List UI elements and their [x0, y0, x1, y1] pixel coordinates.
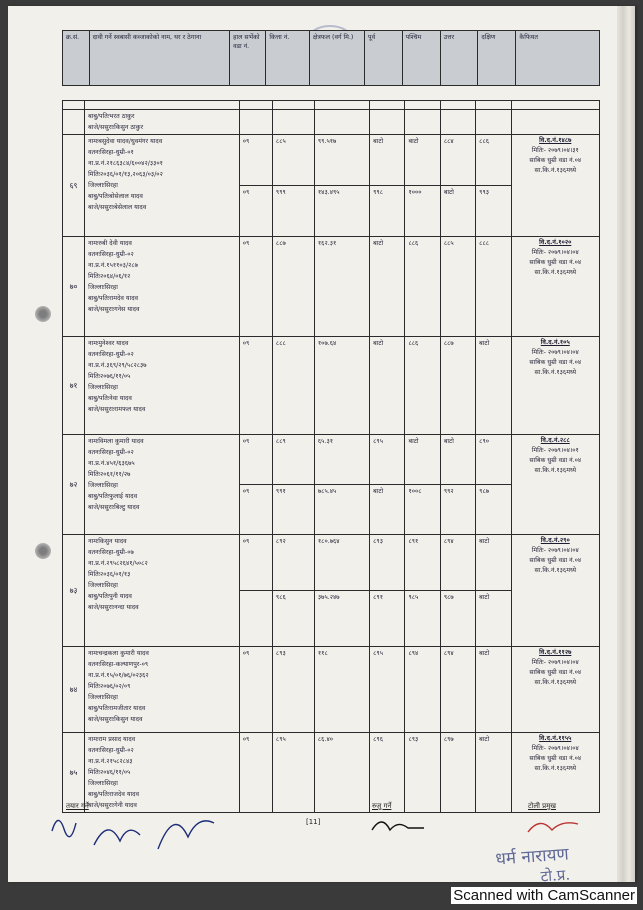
remarks-cell — [511, 237, 599, 337]
remarks-line: साबिक धुम्री वडा नं.०४ — [529, 359, 582, 366]
preparer-signatures — [48, 801, 218, 861]
kitta-cell: ८९५ — [272, 733, 314, 813]
serial-number: ६९ — [63, 135, 85, 237]
owner-line: मितिः२०३६/०१/१३ — [88, 571, 131, 578]
owner-line: मितिः२०४६/११/०५ — [88, 769, 131, 776]
kitta-cell: ८८५ — [272, 135, 314, 186]
remarks-line: मितिः- २०७९।०४।०४ — [531, 745, 579, 752]
ward-cell — [239, 591, 272, 647]
owner-line: ना.प्र.नं.१५११०३/२८७ — [88, 262, 138, 269]
kitta-cell: ९९१ — [272, 485, 314, 535]
area-cell: ९९.५१७ — [314, 135, 369, 186]
west-cell: १००० — [405, 186, 440, 237]
owner-line: ना.प्र.नं.३६९/२९/५८२८३७ — [88, 362, 147, 369]
serial-number — [63, 110, 85, 135]
north-cell: ९८७ — [440, 591, 475, 647]
south-cell: ८९० — [476, 435, 511, 485]
table-row — [63, 435, 600, 485]
table-row — [63, 337, 600, 435]
owner-line: बाजे/ससुराःकिसुन यादव — [88, 716, 143, 723]
west-cell: ९८५ — [405, 591, 440, 647]
serial-number: ७२ — [63, 435, 85, 535]
east-cell: बाटो — [370, 337, 405, 435]
remarks-line: सा.कि.नं.१३६मध्ये — [534, 765, 576, 772]
owner-line: वतनःसिरहा-धुम्री-०२ — [88, 747, 134, 754]
owner-line: बाजे/ससुराःकिसुन ठाकुर — [88, 124, 144, 131]
south-cell: ९९३ — [476, 186, 511, 237]
serial-number: ७३ — [63, 535, 85, 647]
remarks-cell — [511, 135, 599, 237]
table-row — [63, 647, 600, 733]
col-remarks: कैफियत — [516, 31, 600, 86]
south-cell: बाटो — [476, 337, 511, 435]
owner-line: जिल्लाःसिरहा — [88, 780, 118, 787]
owner-line: नामःविमला कुमारी यादव — [88, 438, 144, 445]
owner-line: नामःबसुदेवा यादव/धुवमंगर यादव — [88, 138, 163, 145]
area-cell: ७८५.४५ — [314, 485, 369, 535]
table-row — [63, 135, 600, 186]
leader-signature — [524, 812, 584, 842]
owner-line: बाबु/पतिःरामजीतार यादव — [88, 705, 146, 712]
west-cell: बाटो — [405, 135, 440, 186]
remarks-line: सा.कि.नं.१३६मध्ये — [534, 167, 576, 174]
owner-line: वतनःसिरहा-धुम्री-०१ — [88, 149, 134, 156]
owner-line: वतनःसिरहा-धुम्री-०७ — [88, 549, 134, 556]
south-cell: बाटो — [476, 535, 511, 591]
ward-cell: ०९ — [239, 647, 272, 733]
north-cell — [440, 110, 475, 135]
east-cell: ८९३ — [370, 535, 405, 591]
owner-line: बाजे/ससुराःबेसेलाल यादव — [88, 204, 147, 211]
owner-line: ना.प्र.नं.२१८६३८४/६००४२/३३०१ — [88, 160, 163, 167]
south-cell: ९८७ — [476, 485, 511, 535]
remarks-line: साबिक धुम्री वडा नं.०४ — [529, 755, 582, 762]
east-cell: बाटो — [370, 237, 405, 337]
remarks-line: साबिक धुम्री वडा नं.०४ — [529, 557, 582, 564]
north-cell: बाटो — [440, 186, 475, 237]
west-cell: ८९४ — [405, 647, 440, 733]
remarks-line: सा.कि.नं.१३६मध्ये — [534, 269, 576, 276]
south-cell — [476, 110, 511, 135]
south-cell: बाटो — [476, 591, 511, 647]
east-cell: ८९६ — [370, 733, 405, 813]
ward-cell: ०९ — [239, 435, 272, 485]
remarks-line: साबिक धुम्री वडा नं.०४ — [529, 669, 582, 676]
team-leader-label: टोली प्रमुख — [528, 802, 557, 810]
owner-details — [85, 535, 240, 647]
owner-details — [85, 337, 240, 435]
table-row — [63, 237, 600, 337]
checker-signature — [368, 812, 428, 842]
owner-line: बाबु/पतिःराजदेव यादव — [88, 791, 139, 798]
owner-line: जिल्लाःसिरहा — [88, 482, 118, 489]
kitta-cell: ८८९ — [272, 435, 314, 485]
ward-cell: ०९ — [239, 237, 272, 337]
south-cell: बाटो — [476, 647, 511, 733]
page-stack-edge — [617, 6, 635, 882]
owner-line: मितिः२०७६/११/०५ — [88, 373, 131, 380]
row-gap — [63, 101, 600, 110]
owner-line: वतनःसिरहा-कल्याणपुर-०९ — [88, 661, 149, 668]
owner-line: बाजे/ससुराःगनेस यादव — [88, 306, 140, 313]
records-table — [62, 100, 600, 813]
north-cell: ९९२ — [440, 485, 475, 535]
kitta-cell: ८८८ — [272, 337, 314, 435]
owner-line: ना.प्र.नं.४५१/६३६७५ — [88, 460, 135, 467]
ward-cell: ०९ — [239, 337, 272, 435]
owner-line: ना.प्र.नं.२१५८२८४३ — [88, 758, 133, 765]
east-cell: ८९१ — [370, 591, 405, 647]
owner-line: जिल्लाःसिरहा — [88, 284, 118, 291]
table-row — [63, 110, 600, 135]
serial-number: ७५ — [63, 733, 85, 813]
remarks-line: मितिः- २०७९।०४।०४ — [531, 659, 579, 666]
remarks-cell — [511, 733, 599, 813]
owner-details — [85, 647, 240, 733]
remarks-cell — [511, 337, 599, 435]
north-cell: ८८७ — [440, 337, 475, 435]
remarks-line: वि.द.नं.११२७ — [539, 649, 572, 656]
remarks-cell — [511, 435, 599, 535]
ward-cell — [239, 110, 272, 135]
west-cell: ८९१ — [405, 535, 440, 591]
owner-line: नामःराम प्रसाद यादव — [88, 736, 136, 743]
owner-line: ना.प्र.नं.२९५८२६४१/५०८२ — [88, 560, 148, 567]
area-cell: १४३.४९५ — [314, 186, 369, 237]
owner-line: वतनःसिरहा-धुम्री-०२ — [88, 449, 134, 456]
east-cell: ८९५ — [370, 647, 405, 733]
east-cell: ९९८ — [370, 186, 405, 237]
owner-line: बाजे/ससुराःगेनी यादव — [88, 802, 137, 809]
remarks-line: वि.द.नं.१०५ — [540, 339, 570, 346]
area-cell: ६५.३१ — [314, 435, 369, 485]
remarks-line: मितिः- २०७९।०४।०४ — [531, 547, 579, 554]
punch-hole — [35, 306, 51, 322]
south-cell: ८८८ — [476, 237, 511, 337]
remarks-line: साबिक धुम्री वडा नं.०४ — [529, 457, 582, 464]
owner-details — [85, 110, 240, 135]
owner-line: मितिः२०६४/०६/१२ — [88, 273, 131, 280]
remarks-line: मितिः- २०७९।०४।०४ — [531, 249, 579, 256]
remarks-line: वि.द.नं.२८८ — [540, 437, 570, 444]
owner-details — [85, 135, 240, 237]
col-west: पश्चिम — [402, 31, 440, 86]
col-area: क्षेत्रफल (वर्ग मि.) — [309, 31, 364, 86]
owner-line: मितिः२०६१/११/२७ — [88, 471, 131, 478]
owner-line: नामःकिसुन यादव — [88, 538, 127, 545]
serial-number: ७० — [63, 237, 85, 337]
east-cell: बाटो — [370, 485, 405, 535]
owner-line: मितिः२०७६/०२/०९ — [88, 683, 131, 690]
remarks-line: साबिक धुम्री वडा नं.०४ — [529, 259, 582, 266]
col-east: पूर्व — [365, 31, 403, 86]
remarks-line: वि.द.नं.२९० — [540, 537, 570, 544]
area-cell: ३७५.२४७ — [314, 591, 369, 647]
owner-line: बाबु/पतिःभरत ठाकुर — [88, 113, 135, 120]
west-cell: बाटो — [405, 435, 440, 485]
east-cell: ८९५ — [370, 435, 405, 485]
area-cell: १६२.३१ — [314, 237, 369, 337]
west-cell: ८८६ — [405, 337, 440, 435]
west-cell — [405, 110, 440, 135]
area-cell: ११८ — [314, 647, 369, 733]
remarks-line: साबिक धुम्री वडा नं.०४ — [529, 157, 582, 164]
remarks-line: वि.द.नं.११५५ — [539, 735, 572, 742]
owner-line: जिल्लाःसिरहा — [88, 182, 118, 189]
header-table — [62, 30, 600, 86]
ward-cell: ०९ — [239, 535, 272, 591]
prepared-by-label: तयार गर्ने — [66, 802, 89, 810]
ward-cell: ०९ — [239, 186, 272, 237]
kitta-cell: ९८६ — [272, 591, 314, 647]
west-cell: १००८ — [405, 485, 440, 535]
owner-line: वतनःसिरहा-धुम्री-०२ — [88, 351, 134, 358]
kitta-cell — [272, 110, 314, 135]
owner-line: वतनःसिरहा-धुम्री-०२ — [88, 251, 134, 258]
col-sn: क्र.सं. — [63, 31, 90, 86]
east-cell: बाटो — [370, 135, 405, 186]
kitta-cell: ९९९ — [272, 186, 314, 237]
west-cell: ८८६ — [405, 237, 440, 337]
document-page — [8, 6, 635, 886]
remarks-line: सा.कि.नं.१३६मध्ये — [534, 567, 576, 574]
ward-cell: ०९ — [239, 135, 272, 186]
remarks-line: मितिः- २०७९।०४।०४ — [531, 349, 579, 356]
col-south: दक्षिण — [478, 31, 516, 86]
remarks-cell — [511, 110, 599, 135]
owner-line: ना.प्र.नं.१५/०१/७६/०२३६२ — [88, 672, 149, 679]
remarks-cell — [511, 647, 599, 733]
owner-details — [85, 435, 240, 535]
checked-by-label: रुजु गर्ने — [372, 802, 392, 810]
records-body — [63, 101, 600, 813]
remarks-line: वि.द.नं.१४८७ — [539, 137, 572, 144]
north-cell: ८९४ — [440, 647, 475, 733]
owner-line: बाजे/ससुराःरामफल यादव — [88, 406, 146, 413]
serial-number: ७१ — [63, 337, 85, 435]
table-row — [63, 535, 600, 591]
area-cell: १०७.६४ — [314, 337, 369, 435]
owner-line: बाजे/ससुराःबिल्टु यादव — [88, 504, 140, 511]
col-ward: हाल सर्भेको वडा नं. — [230, 31, 266, 86]
officer-stamp: धर्म नारायण टो.प्र. — [494, 844, 571, 886]
area-cell: १८०.७६४ — [314, 535, 369, 591]
north-cell: बाटो — [440, 435, 475, 485]
ward-cell: ०९ — [239, 485, 272, 535]
owner-details — [85, 237, 240, 337]
remarks-line: सा.कि.नं.१३६मध्ये — [534, 369, 576, 376]
owner-line: नामःरुबी देवी यादव — [88, 240, 132, 247]
owner-line: नामःमुनेश्वर यादव — [88, 340, 129, 347]
col-north: उत्तर — [440, 31, 478, 86]
north-cell: ८८४ — [440, 135, 475, 186]
col-owner: दावी गर्ने स्वबासी कव्जाकोको नाम, थर र ठेगाना — [89, 31, 230, 86]
owner-line: बाबु/पतिःफुलाई यादव — [88, 493, 138, 500]
owner-line: जिल्लाःसिरहा — [88, 384, 118, 391]
page-number: [11] — [306, 818, 321, 826]
remarks-line: वि.द.नं.१०२० — [539, 239, 572, 246]
west-cell: ८९३ — [405, 733, 440, 813]
area-cell: ८६.४० — [314, 733, 369, 813]
scanner-watermark: Scanned with CamScanner — [453, 887, 635, 904]
punch-hole — [35, 543, 51, 559]
area-cell — [314, 110, 369, 135]
remarks-cell — [511, 535, 599, 647]
owner-line: बाबु/पतिःबोसेलाल यादव — [88, 193, 143, 200]
kitta-cell: ८९२ — [272, 535, 314, 591]
kitta-cell: ८८७ — [272, 237, 314, 337]
north-cell: ८८५ — [440, 237, 475, 337]
remarks-line: मितिः- २०७९।०४।३१ — [531, 147, 579, 154]
north-cell: ८९४ — [440, 535, 475, 591]
north-cell: ८९७ — [440, 733, 475, 813]
kitta-cell: ८९३ — [272, 647, 314, 733]
serial-number: ७४ — [63, 647, 85, 733]
owner-line: जिल्लाःसिरहा — [88, 582, 118, 589]
east-cell — [370, 110, 405, 135]
owner-line: बाजे/ससुराःनन्दा यादव — [88, 604, 139, 611]
owner-line: मितिः२०३६/०१/१३,२०६३/०३/०२ — [88, 171, 163, 178]
owner-line: नामःचन्द्रकला कुमारी यादव — [88, 650, 149, 657]
col-kitta: कित्ता नं. — [266, 31, 310, 86]
owner-line: बाबु/पतिःनेवा यादव — [88, 395, 132, 402]
ward-cell: ०९ — [239, 733, 272, 813]
remarks-line: मितिः- २०७९।०४।०१ — [531, 447, 579, 454]
remarks-line: सा.कि.नं.१३६मध्ये — [534, 679, 576, 686]
owner-line: बाबु/पतिःपुनी यादव — [88, 593, 132, 600]
remarks-line: सा.कि.नं.१३६मध्ये — [534, 467, 576, 474]
owner-line: बाबु/पतिःरामदेव यादव — [88, 295, 139, 302]
owner-line: जिल्लाःसिरहा — [88, 694, 118, 701]
south-cell: बाटो — [476, 733, 511, 813]
south-cell: ८८६ — [476, 135, 511, 186]
